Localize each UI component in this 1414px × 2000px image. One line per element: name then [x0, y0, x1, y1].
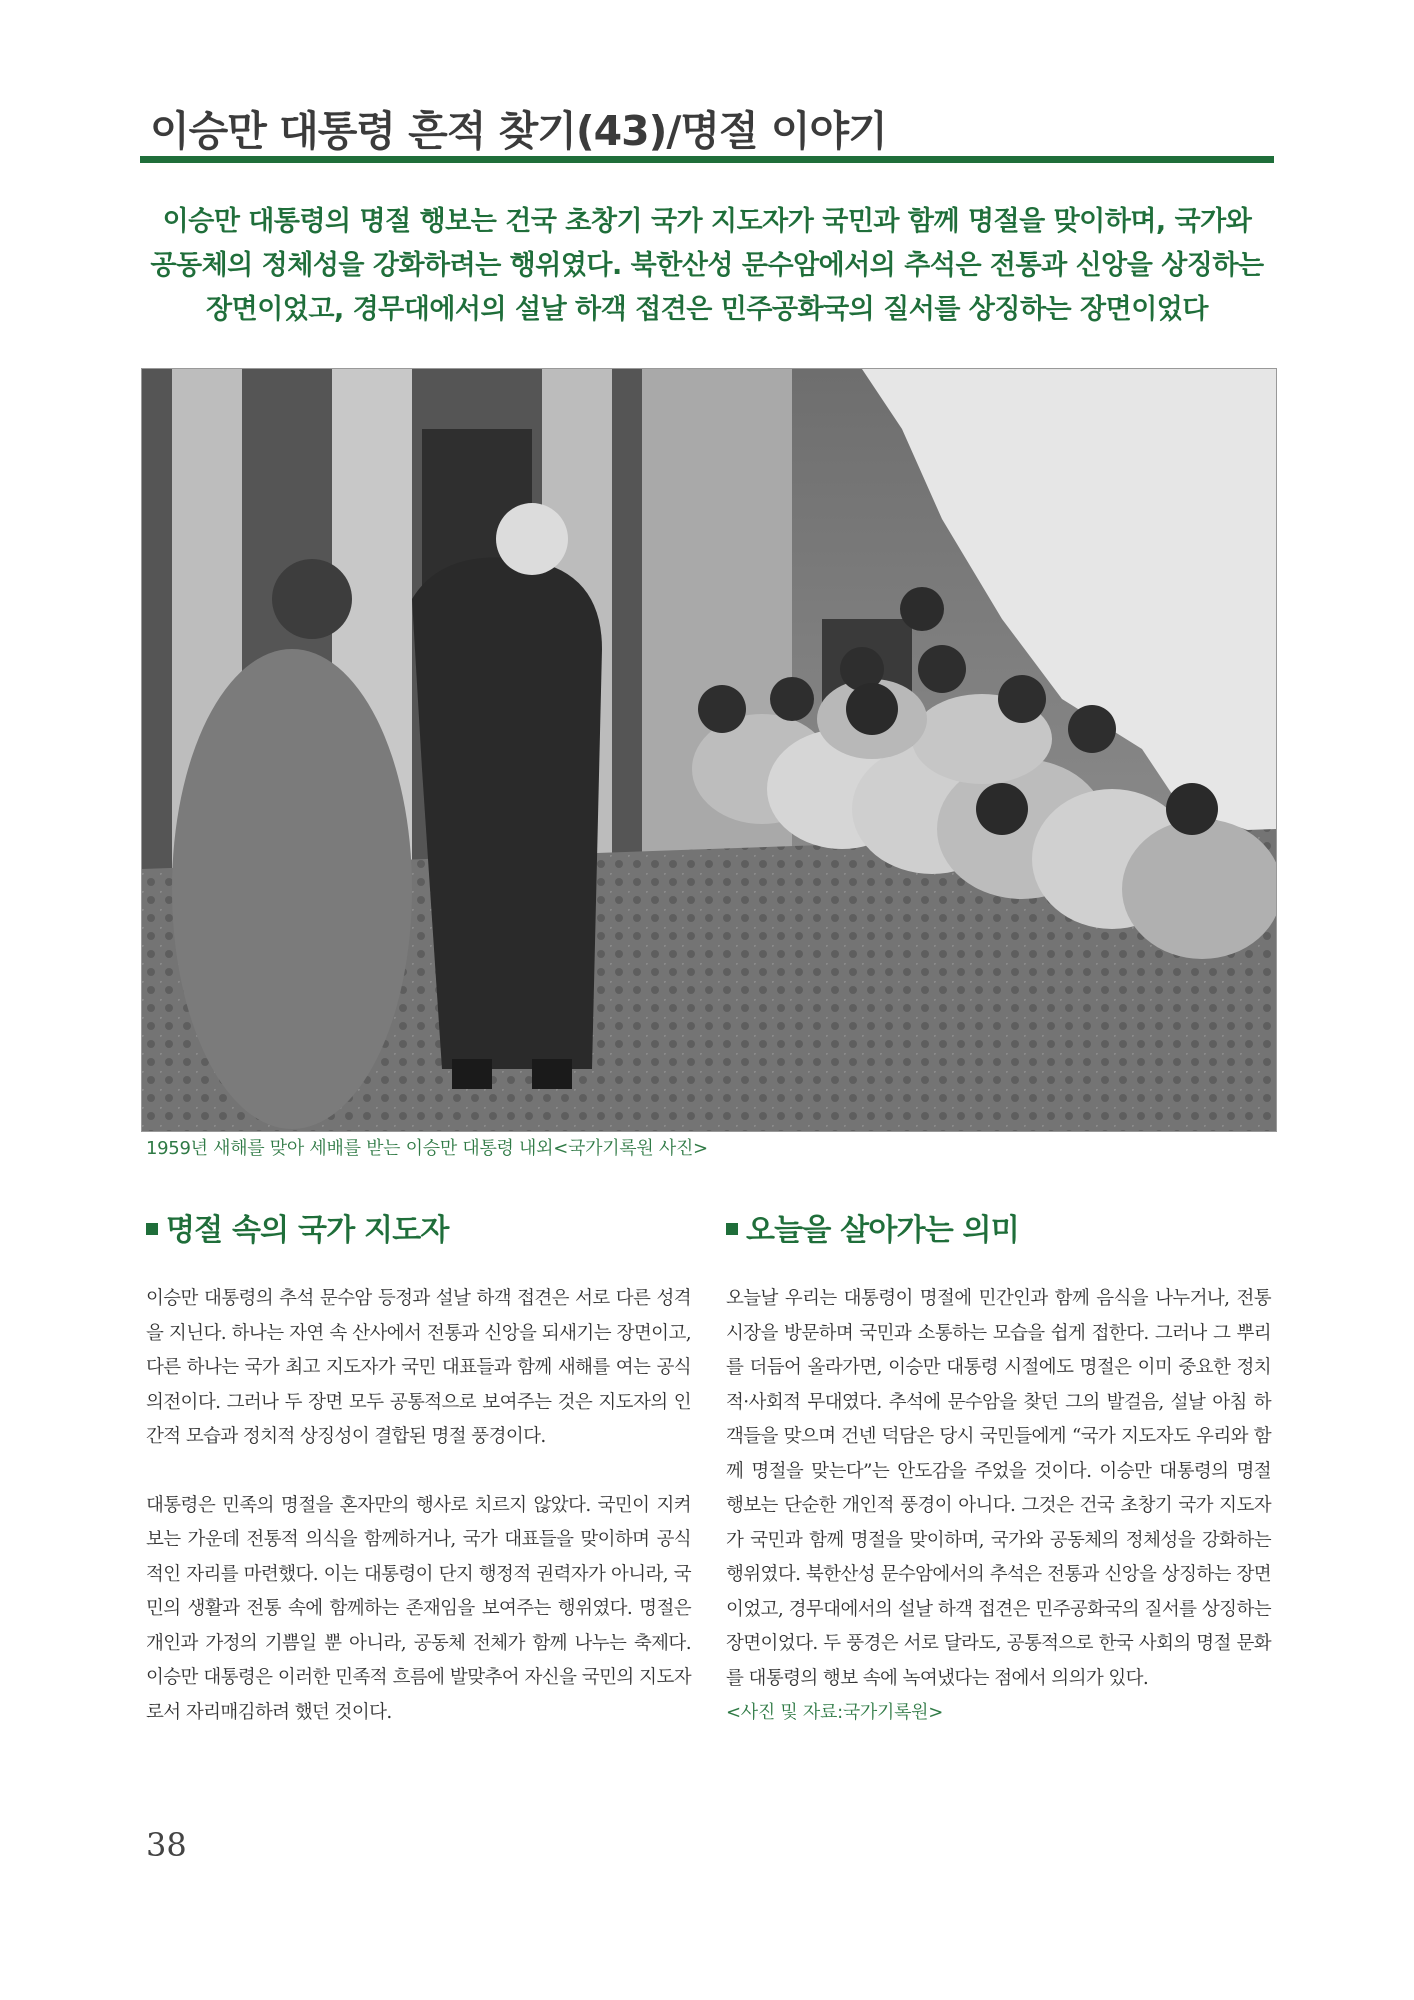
photo-caption: 1959년 새해를 맞아 세배를 받는 이승만 대통령 내외<국가기록원 사진> — [146, 1138, 708, 1159]
right-heading — [726, 1208, 1271, 1254]
source-credit: <사진 및 자료:국가기록원> — [726, 1702, 944, 1723]
photo-illustration — [142, 369, 1276, 1131]
title-rule — [140, 156, 1274, 163]
right-body — [726, 1282, 1271, 1696]
left-heading — [146, 1208, 691, 1254]
left-heading-text: 명절 속의 국가 지도자 — [166, 1213, 449, 1248]
lede-line-3: 장면이었고, 경무대에서의 설날 하객 접견은 민주공화국의 질서를 상징하는 장면이었다 — [206, 294, 1208, 325]
left-column — [146, 1208, 691, 1730]
left-body — [146, 1282, 691, 1730]
right-column — [726, 1208, 1271, 1730]
right-paragraph: 오늘날 우리는 대통령이 명절에 민간인과 함께 음식을 나누거나, 전통시장을 방문하며 국민과 소통하는 모습을 쉽게 접한다. 그러나 그 뿌리를 더듬어 올라가면, 이승만 대통령 시절에도 명절은 이미 중요한 정치적·사회적 무대였다. 추석에 문수암을 찾던 그의 발걸음, 설날 아침 하객들을 맞으며 건넨 덕담은 당시 국민들에게 “국가 지도자도 우리와 함께 명절을 맞는다”는 안도감을 주었을 것이다. 이승만 대통령의 명절 행보는 단순한 개인적 풍경이 아니다. 그것은 건국 초창기 국가 지도자가 국민과 함께 명절을 맞이하며, 국가와 공동체의 정체성을 강화하는 행위였다. 북한산성 문수암에서의 추석은 전통과 신앙을 상징하는 장면이었고, 경무대에서의 설날 하객 접견은 민주공화국의 질서를 상징하는 장면이었다. 두 풍경은 서로 달라도, 공통적으로 한국 사회의 명절 문화를 대통령의 행보 속에 녹여냈다는 점에서 의의가 있다. — [726, 1288, 1271, 1689]
lede-line-2: 공동체의 정체성을 강화하려는 행위였다. 북한산성 문수암에서의 추석은 전통과 신앙을 상징하는 — [150, 250, 1264, 281]
square-bullet-icon — [146, 1223, 158, 1235]
left-paragraph-1: 이승만 대통령의 추석 문수암 등정과 설날 하객 접견은 서로 다른 성격을 지닌다. 하나는 자연 속 산사에서 전통과 신앙을 되새기는 장면이고, 다른 하나는 국가 최고 지도자가 국민 대표들과 함께 새해를 여는 공식 의전이다. 그러나 두 장면 모두 공통적으로 보여주는 것은 지도자의 인간적 모습과 정치적 상징성이 결합된 명절 풍경이다. — [146, 1288, 691, 1447]
lede — [120, 200, 1294, 332]
left-paragraph-2: 대통령은 민족의 명절을 혼자만의 행사로 치르지 않았다. 국민이 지켜보는 가운데 전통적 의식을 함께하거나, 국가 대표들을 맞이하며 공식적인 자리를 마련했다. 이는 대통령이 단지 행정적 권력자가 아니라, 국민의 생활과 전통 속에 함께하는 존재임을 보여주는 행위였다. 명절은 개인과 가정의 기쁨일 뿐 아니라, 공동체 전체가 함께 나누는 축제다. 이승만 대통령은 이러한 민족적 흐름에 발맞추어 자신을 국민의 지도자로서 자리매김하려 했던 것이다. — [146, 1494, 691, 1723]
square-bullet-icon — [726, 1223, 738, 1235]
series-title: 이승만 대통령 흔적 찾기(43)/명절 이야기 — [150, 107, 887, 155]
historical-photo — [141, 368, 1277, 1132]
page-number: 38 — [146, 1826, 187, 1864]
lede-line-1: 이승만 대통령의 명절 행보는 건국 초창기 국가 지도자가 국민과 함께 명절을 맞이하며, 국가와 — [162, 206, 1252, 237]
right-heading-text: 오늘을 살아가는 의미 — [746, 1213, 1019, 1248]
